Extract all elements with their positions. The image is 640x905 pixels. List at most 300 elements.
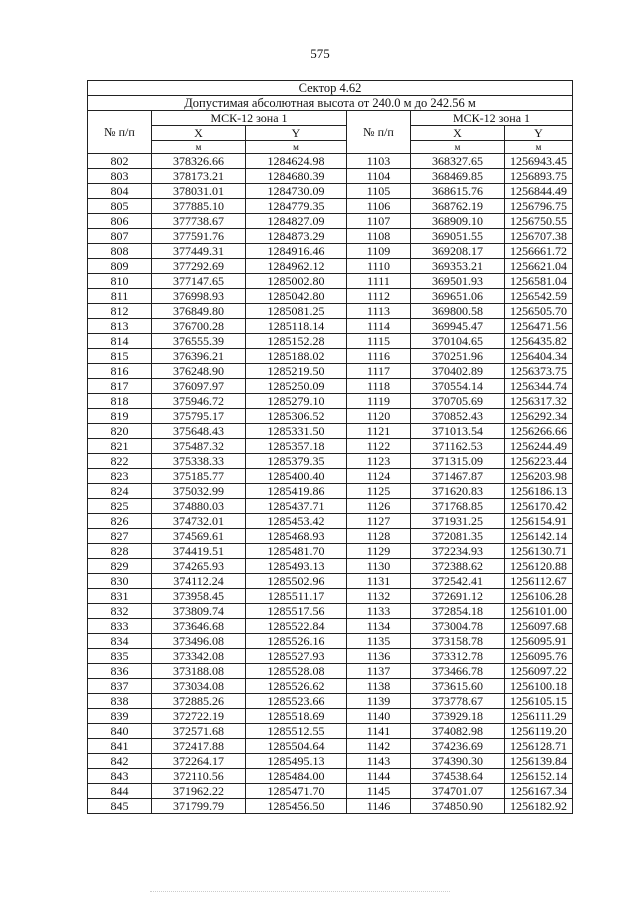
page-number: 575 [310, 46, 330, 61]
x-value-right: 370705.69 [411, 394, 505, 409]
x-value-right: 369800.58 [411, 304, 505, 319]
point-number-left: 807 [88, 229, 152, 244]
table-row [88, 604, 573, 619]
point-number-right: 1108 [347, 229, 411, 244]
x-value-left: 376396.21 [152, 349, 246, 364]
x-value-right: 373929.18 [411, 709, 505, 724]
y-value-left: 1285042.80 [246, 289, 347, 304]
y-value-left: 1285219.50 [246, 364, 347, 379]
num-header-left: № п/п [88, 111, 152, 154]
y-value-left: 1285471.70 [246, 784, 347, 799]
y-value-left: 1285528.08 [246, 664, 347, 679]
point-number-right: 1110 [347, 259, 411, 274]
point-number-left: 808 [88, 244, 152, 259]
table-row [88, 409, 573, 424]
zone-header-left: МСК-12 зона 1 [152, 111, 347, 126]
y-value-right: 1256128.71 [505, 739, 573, 754]
table-row [88, 754, 573, 769]
table-row [88, 529, 573, 544]
x-value-left: 371799.79 [152, 799, 246, 814]
point-number-left: 827 [88, 529, 152, 544]
x-value-left: 373496.08 [152, 634, 246, 649]
y-value-left: 1285495.13 [246, 754, 347, 769]
x-value-left: 373646.68 [152, 619, 246, 634]
table-row [88, 349, 573, 364]
table-row [88, 439, 573, 454]
y-value-right: 1256943.45 [505, 154, 573, 169]
y-value-right: 1256130.71 [505, 544, 573, 559]
x-value-left: 372110.56 [152, 769, 246, 784]
y-value-left: 1285118.14 [246, 319, 347, 334]
y-value-left: 1285250.09 [246, 379, 347, 394]
y-value-right: 1256796.75 [505, 199, 573, 214]
table-row [88, 589, 573, 604]
y-value-left: 1285481.70 [246, 544, 347, 559]
x-value-left: 374419.51 [152, 544, 246, 559]
y-value-left: 1285511.17 [246, 589, 347, 604]
y-value-right: 1256186.13 [505, 484, 573, 499]
x-value-right: 372854.18 [411, 604, 505, 619]
point-number-left: 825 [88, 499, 152, 514]
x-value-right: 373615.60 [411, 679, 505, 694]
x-value-left: 372722.19 [152, 709, 246, 724]
x-value-left: 372885.26 [152, 694, 246, 709]
table-row [88, 649, 573, 664]
table-row [88, 424, 573, 439]
y-value-right: 1256097.22 [505, 664, 573, 679]
y-value-right: 1256139.84 [505, 754, 573, 769]
table-row [88, 724, 573, 739]
x-value-right: 371467.87 [411, 469, 505, 484]
y-value-right: 1256266.66 [505, 424, 573, 439]
x-value-left: 377449.31 [152, 244, 246, 259]
point-number-right: 1125 [347, 484, 411, 499]
table-row [88, 469, 573, 484]
y-value-left: 1285493.13 [246, 559, 347, 574]
point-number-right: 1118 [347, 379, 411, 394]
point-number-right: 1144 [347, 769, 411, 784]
point-number-left: 812 [88, 304, 152, 319]
x-value-left: 377292.69 [152, 259, 246, 274]
x-value-right: 372388.62 [411, 559, 505, 574]
table-row [88, 214, 573, 229]
x-value-left: 375185.77 [152, 469, 246, 484]
x-value-right: 369501.93 [411, 274, 505, 289]
x-value-left: 375946.72 [152, 394, 246, 409]
y-value-left: 1285523.66 [246, 694, 347, 709]
y-value-right: 1256373.75 [505, 364, 573, 379]
table-body [88, 154, 573, 814]
y-value-left: 1285517.56 [246, 604, 347, 619]
x-value-right: 371931.25 [411, 514, 505, 529]
point-number-left: 831 [88, 589, 152, 604]
table-row [88, 664, 573, 679]
table-row [88, 484, 573, 499]
y-value-right: 1256471.56 [505, 319, 573, 334]
y-value-right: 1256581.04 [505, 274, 573, 289]
x-value-right: 374390.30 [411, 754, 505, 769]
x-value-left: 374569.61 [152, 529, 246, 544]
point-number-right: 1139 [347, 694, 411, 709]
footer-divider [150, 891, 450, 892]
y-value-right: 1256170.42 [505, 499, 573, 514]
x-value-left: 372571.68 [152, 724, 246, 739]
table-row [88, 769, 573, 784]
point-number-right: 1116 [347, 349, 411, 364]
table-row [88, 499, 573, 514]
point-number-right: 1132 [347, 589, 411, 604]
y-value-right: 1256344.74 [505, 379, 573, 394]
y-value-left: 1284873.29 [246, 229, 347, 244]
x-value-right: 372691.12 [411, 589, 505, 604]
y-value-left: 1285331.50 [246, 424, 347, 439]
point-number-right: 1121 [347, 424, 411, 439]
x-value-left: 377885.10 [152, 199, 246, 214]
table-row [88, 634, 573, 649]
y-value-left: 1285379.35 [246, 454, 347, 469]
y-value-left: 1285456.50 [246, 799, 347, 814]
point-number-left: 824 [88, 484, 152, 499]
point-number-right: 1128 [347, 529, 411, 544]
height-title: Допустимая абсолютная высота от 240.0 м до 242.56 м [88, 96, 573, 111]
table-row [88, 694, 573, 709]
point-number-right: 1109 [347, 244, 411, 259]
x-value-left: 376849.80 [152, 304, 246, 319]
point-number-right: 1143 [347, 754, 411, 769]
x-value-left: 375648.43 [152, 424, 246, 439]
y-value-right: 1256142.14 [505, 529, 573, 544]
x-value-right: 374850.90 [411, 799, 505, 814]
x-value-right: 373312.78 [411, 649, 505, 664]
point-number-left: 816 [88, 364, 152, 379]
table-row [88, 259, 573, 274]
point-number-right: 1120 [347, 409, 411, 424]
point-number-left: 842 [88, 754, 152, 769]
point-number-left: 817 [88, 379, 152, 394]
table-row [88, 544, 573, 559]
x-value-left: 375032.99 [152, 484, 246, 499]
point-number-left: 813 [88, 319, 152, 334]
y-value-left: 1284624.98 [246, 154, 347, 169]
y-value-left: 1285002.80 [246, 274, 347, 289]
table-row [88, 739, 573, 754]
point-number-left: 809 [88, 259, 152, 274]
point-number-left: 832 [88, 604, 152, 619]
table-row [88, 364, 573, 379]
x-value-left: 375338.33 [152, 454, 246, 469]
x-value-left: 378326.66 [152, 154, 246, 169]
point-number-right: 1134 [347, 619, 411, 634]
x-value-right: 368327.65 [411, 154, 505, 169]
table-row [88, 709, 573, 724]
num-header-right: № п/п [347, 111, 411, 154]
point-number-left: 806 [88, 214, 152, 229]
x-value-left: 376555.39 [152, 334, 246, 349]
unit-x-right: м [411, 141, 505, 154]
point-number-left: 811 [88, 289, 152, 304]
point-number-left: 823 [88, 469, 152, 484]
x-value-right: 371162.53 [411, 439, 505, 454]
y-value-right: 1256893.75 [505, 169, 573, 184]
point-number-left: 829 [88, 559, 152, 574]
y-value-right: 1256182.92 [505, 799, 573, 814]
x-value-left: 373958.45 [152, 589, 246, 604]
x-value-right: 374082.98 [411, 724, 505, 739]
x-value-right: 370251.96 [411, 349, 505, 364]
y-value-right: 1256707.38 [505, 229, 573, 244]
x-value-right: 370402.89 [411, 364, 505, 379]
table-row [88, 619, 573, 634]
point-number-left: 810 [88, 274, 152, 289]
x-value-right: 372234.93 [411, 544, 505, 559]
y-value-left: 1285419.86 [246, 484, 347, 499]
table-row [88, 274, 573, 289]
y-value-right: 1256203.98 [505, 469, 573, 484]
table-row [88, 199, 573, 214]
x-value-left: 375795.17 [152, 409, 246, 424]
x-value-right: 368615.76 [411, 184, 505, 199]
point-number-left: 805 [88, 199, 152, 214]
table-row [88, 334, 573, 349]
y-value-left: 1285453.42 [246, 514, 347, 529]
y-value-right: 1256750.55 [505, 214, 573, 229]
y-value-left: 1285188.02 [246, 349, 347, 364]
point-number-right: 1126 [347, 499, 411, 514]
x-header-left: X [152, 126, 246, 141]
point-number-right: 1136 [347, 649, 411, 664]
y-value-right: 1256101.00 [505, 604, 573, 619]
y-value-right: 1256223.44 [505, 454, 573, 469]
y-value-left: 1284779.35 [246, 199, 347, 214]
point-number-right: 1103 [347, 154, 411, 169]
y-value-left: 1285512.55 [246, 724, 347, 739]
x-value-left: 371962.22 [152, 784, 246, 799]
point-number-right: 1127 [347, 514, 411, 529]
y-value-left: 1285081.25 [246, 304, 347, 319]
y-value-left: 1285400.40 [246, 469, 347, 484]
x-value-right: 371620.83 [411, 484, 505, 499]
x-value-right: 369353.21 [411, 259, 505, 274]
unit-y-right: м [505, 141, 573, 154]
x-value-right: 374538.64 [411, 769, 505, 784]
point-number-right: 1117 [347, 364, 411, 379]
point-number-right: 1146 [347, 799, 411, 814]
table-row [88, 229, 573, 244]
y-value-right: 1256100.18 [505, 679, 573, 694]
point-number-left: 814 [88, 334, 152, 349]
x-value-right: 373466.78 [411, 664, 505, 679]
point-number-right: 1138 [347, 679, 411, 694]
x-value-left: 376248.90 [152, 364, 246, 379]
table-row [88, 319, 573, 334]
point-number-right: 1112 [347, 289, 411, 304]
point-number-right: 1130 [347, 559, 411, 574]
point-number-left: 839 [88, 709, 152, 724]
point-number-left: 803 [88, 169, 152, 184]
y-value-right: 1256292.34 [505, 409, 573, 424]
table-row [88, 169, 573, 184]
point-number-right: 1145 [347, 784, 411, 799]
y-value-left: 1285526.62 [246, 679, 347, 694]
point-number-left: 834 [88, 634, 152, 649]
y-value-right: 1256435.82 [505, 334, 573, 349]
point-number-right: 1131 [347, 574, 411, 589]
point-number-right: 1104 [347, 169, 411, 184]
y-value-left: 1284827.09 [246, 214, 347, 229]
point-number-left: 819 [88, 409, 152, 424]
x-value-left: 372417.88 [152, 739, 246, 754]
x-value-right: 373158.78 [411, 634, 505, 649]
x-value-left: 373809.74 [152, 604, 246, 619]
table-row [88, 289, 573, 304]
table-row [88, 679, 573, 694]
y-value-left: 1285279.10 [246, 394, 347, 409]
coordinates-table [87, 80, 573, 814]
y-value-left: 1284680.39 [246, 169, 347, 184]
x-header-right: X [411, 126, 505, 141]
x-value-left: 377147.65 [152, 274, 246, 289]
x-value-left: 373034.08 [152, 679, 246, 694]
y-value-right: 1256661.72 [505, 244, 573, 259]
x-value-right: 370554.14 [411, 379, 505, 394]
point-number-left: 815 [88, 349, 152, 364]
x-value-left: 376700.28 [152, 319, 246, 334]
point-number-left: 845 [88, 799, 152, 814]
point-number-right: 1135 [347, 634, 411, 649]
x-value-right: 371315.09 [411, 454, 505, 469]
point-number-right: 1113 [347, 304, 411, 319]
point-number-left: 841 [88, 739, 152, 754]
y-value-right: 1256152.14 [505, 769, 573, 784]
y-value-right: 1256844.49 [505, 184, 573, 199]
y-header-right: Y [505, 126, 573, 141]
y-value-right: 1256095.76 [505, 649, 573, 664]
y-value-right: 1256112.67 [505, 574, 573, 589]
table-row [88, 514, 573, 529]
unit-x-left: м [152, 141, 246, 154]
point-number-left: 821 [88, 439, 152, 454]
y-value-left: 1285518.69 [246, 709, 347, 724]
y-value-right: 1256317.32 [505, 394, 573, 409]
point-number-left: 843 [88, 769, 152, 784]
x-value-left: 378031.01 [152, 184, 246, 199]
x-value-left: 373342.08 [152, 649, 246, 664]
y-value-right: 1256120.88 [505, 559, 573, 574]
x-value-left: 374732.01 [152, 514, 246, 529]
point-number-right: 1106 [347, 199, 411, 214]
x-value-left: 372264.17 [152, 754, 246, 769]
table-row [88, 454, 573, 469]
x-value-left: 378173.21 [152, 169, 246, 184]
table-row [88, 559, 573, 574]
y-value-right: 1256404.34 [505, 349, 573, 364]
point-number-right: 1122 [347, 439, 411, 454]
x-value-left: 375487.32 [152, 439, 246, 454]
x-value-right: 372081.35 [411, 529, 505, 544]
y-value-right: 1256542.59 [505, 289, 573, 304]
point-number-left: 822 [88, 454, 152, 469]
y-value-left: 1285484.00 [246, 769, 347, 784]
point-number-right: 1115 [347, 334, 411, 349]
x-value-right: 369651.06 [411, 289, 505, 304]
x-value-left: 376097.97 [152, 379, 246, 394]
y-value-right: 1256167.34 [505, 784, 573, 799]
point-number-left: 833 [88, 619, 152, 634]
point-number-right: 1140 [347, 709, 411, 724]
y-value-left: 1285522.84 [246, 619, 347, 634]
unit-y-left: м [246, 141, 347, 154]
point-number-left: 835 [88, 649, 152, 664]
x-value-right: 368909.10 [411, 214, 505, 229]
y-value-right: 1256106.28 [505, 589, 573, 604]
point-number-right: 1111 [347, 274, 411, 289]
x-value-right: 368469.85 [411, 169, 505, 184]
x-value-left: 377738.67 [152, 214, 246, 229]
x-value-left: 377591.76 [152, 229, 246, 244]
y-value-right: 1256105.15 [505, 694, 573, 709]
y-header-left: Y [246, 126, 347, 141]
x-value-right: 374701.07 [411, 784, 505, 799]
point-number-right: 1124 [347, 469, 411, 484]
table-row [88, 784, 573, 799]
table-row [88, 394, 573, 409]
point-number-right: 1123 [347, 454, 411, 469]
point-number-left: 844 [88, 784, 152, 799]
point-number-left: 840 [88, 724, 152, 739]
y-value-left: 1285504.64 [246, 739, 347, 754]
y-value-left: 1285526.16 [246, 634, 347, 649]
y-value-left: 1284962.12 [246, 259, 347, 274]
y-value-right: 1256095.91 [505, 634, 573, 649]
point-number-right: 1105 [347, 184, 411, 199]
x-value-left: 374112.24 [152, 574, 246, 589]
y-value-left: 1285437.71 [246, 499, 347, 514]
x-value-right: 371768.85 [411, 499, 505, 514]
x-value-right: 373778.67 [411, 694, 505, 709]
x-value-right: 369208.17 [411, 244, 505, 259]
point-number-right: 1141 [347, 724, 411, 739]
x-value-right: 370852.43 [411, 409, 505, 424]
point-number-right: 1142 [347, 739, 411, 754]
y-value-right: 1256505.70 [505, 304, 573, 319]
x-value-left: 373188.08 [152, 664, 246, 679]
point-number-right: 1133 [347, 604, 411, 619]
point-number-right: 1137 [347, 664, 411, 679]
x-value-left: 374265.93 [152, 559, 246, 574]
point-number-left: 838 [88, 694, 152, 709]
y-value-left: 1284730.09 [246, 184, 347, 199]
table-row [88, 154, 573, 169]
sector-title: Сектор 4.62 [88, 81, 573, 96]
point-number-right: 1119 [347, 394, 411, 409]
point-number-left: 836 [88, 664, 152, 679]
x-value-left: 374880.03 [152, 499, 246, 514]
point-number-left: 826 [88, 514, 152, 529]
x-value-right: 370104.65 [411, 334, 505, 349]
point-number-left: 828 [88, 544, 152, 559]
point-number-left: 830 [88, 574, 152, 589]
x-value-right: 369945.47 [411, 319, 505, 334]
table-row [88, 574, 573, 589]
point-number-left: 818 [88, 394, 152, 409]
point-number-left: 820 [88, 424, 152, 439]
y-value-left: 1285527.93 [246, 649, 347, 664]
table-row [88, 184, 573, 199]
y-value-right: 1256154.91 [505, 514, 573, 529]
x-value-right: 371013.54 [411, 424, 505, 439]
table-row [88, 304, 573, 319]
y-value-left: 1284916.46 [246, 244, 347, 259]
